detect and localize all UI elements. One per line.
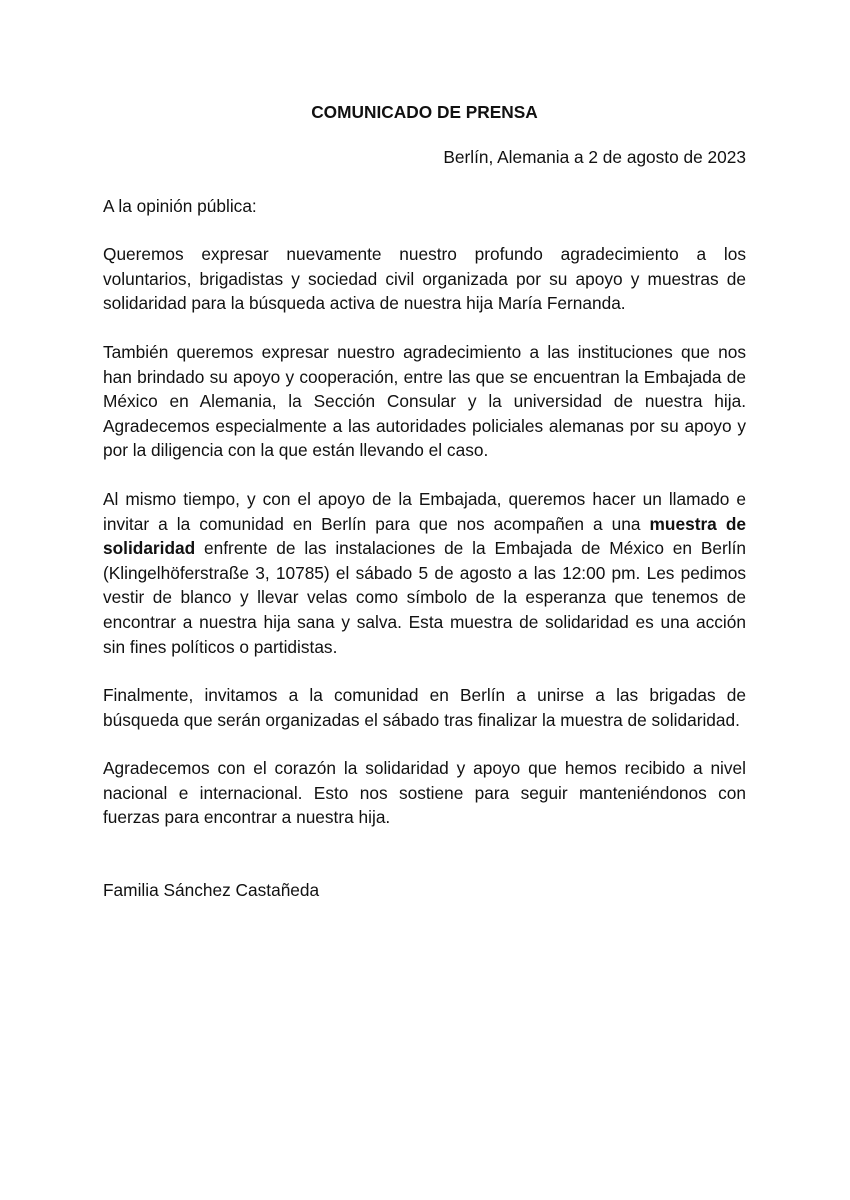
paragraph-invitation	[103, 487, 746, 659]
salutation: A la opinión pública:	[103, 195, 257, 216]
invitation-text-start: Al mismo tiempo, y con el apoyo de la Embajada, queremos hacer un llamado e invitar a la comunidad en Berlín para que nos acompañen a una	[103, 488, 746, 534]
document-title: COMUNICADO DE PRENSA	[311, 102, 538, 122]
paragraph-thanks-institutions: También queremos expresar nuestro agradecimiento a las instituciones que nos han brindado su apoyo y cooperación, entre las que se encuentran la Embajada de México en Alemania, la Sección Consular y la universidad de nuestra hija. Agradecemos especialmente a las autoridades policiales alemanas por su apoyo y por la diligencia con la que están llevando el caso.	[103, 341, 746, 461]
date-line: Berlín, Alemania a 2 de agosto de 2023	[443, 147, 746, 167]
invitation-text-end: enfrente de las instalaciones de la Embajada de México en Berlín (Klingelhöferstraße 3, 10785) el sábado 5 de agosto a las 12:00 pm. Les pedimos vestir de blanco y llevar velas como símbolo de la esperanza que tenemos de encontrar a nuestra hija sana y salva. Esta muestra de solidaridad es una acción sin fines políticos o partidistas.	[103, 538, 746, 657]
press-release-page	[103, 100, 746, 903]
signature: Familia Sánchez Castañeda	[103, 880, 320, 901]
paragraph-thanks-volunteers: Queremos expresar nuevamente nuestro profundo agradecimiento a los voluntarios, brigadistas y sociedad civil organizada por su apoyo y muestras de solidaridad para la búsqueda activa de nuestra hija María Fernanda.	[103, 244, 746, 314]
paragraph-gratitude: Agradecemos con el corazón la solidaridad y apoyo que hemos recibido a nivel nacional e internacional. Esto nos sostiene para seguir manteniéndonos con fuerzas para encontrar a nuestra hija.	[103, 758, 746, 828]
paragraph-search-brigades: Finalmente, invitamos a la comunidad en Berlín a unirse a las brigadas de búsqueda que serán organizadas el sábado tras finalizar la muestra de solidaridad.	[103, 685, 746, 730]
invitation-bold-event: muestra de solidaridad	[103, 513, 746, 559]
